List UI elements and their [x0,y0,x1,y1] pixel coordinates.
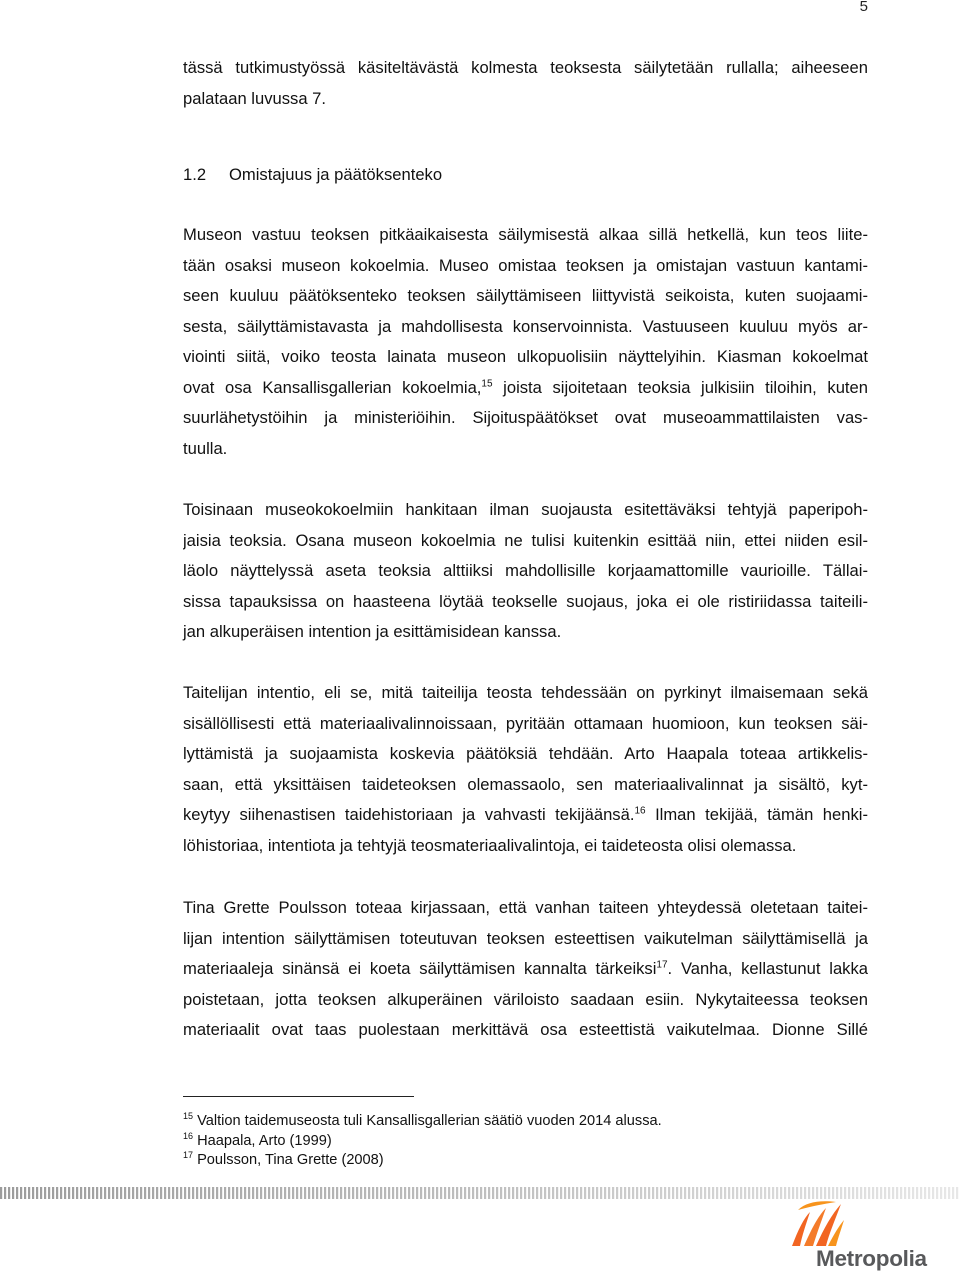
paragraph-ownership [183,220,868,464]
text-line: tässä tutkimustyössä käsiteltävästä kolmesta teoksesta säilytetään rullalla; aiheeseen [183,58,868,77]
text-line: Toisinaan museokokoelmiin hankitaan ilman suojausta esitettäväksi tehtyjä paperipoh- [183,500,868,519]
text-line: tuulla. [183,438,228,458]
footnote-reference: 15 [481,377,493,389]
footnotes [183,1112,868,1171]
intro-paragraph [183,53,868,114]
text-line: löhistoriaa, intentiota ja tehtyjä teosmateriaalivalintoja, ei taideteosta olisi olemassa. [183,835,797,855]
text-line: jaisia teoksia. Osana museon kokoelmia ne tulisi kuitenkin esittää niin, ettei niiden esil- [183,530,868,550]
metropolia-logo-mark-icon [784,1200,924,1250]
section-title: Omistajuus ja päätöksenteko [229,165,443,184]
footnote: $^{16}$ Haapala, Arto (1999) [183,1130,332,1149]
text-line: Taitelijan intentio, eli se, mitä taiteilija teosta tehdessään on pyrkinyt ilmaisemaan sekä [183,683,868,702]
text-line: Museon vastuu teoksen pitkäaikaisesta säilymisestä alkaa sillä hetkellä, kun teos liite- [183,225,868,244]
text-line: poistetaan, jotta teoksen alkuperäinen väriloisto saadaan esiin. Nykytaiteessa teoksen [183,989,868,1009]
paragraph-poulsson [183,893,868,1046]
paragraph-unprotected-works [183,495,868,648]
text-line-with-reference: keytyy siihenastisen taidehistoriaan ja vahvasti tekijäänsä.$^{16}$ Ilman tekijää, tämän henki- [183,805,868,824]
metropolia-logo [784,1200,927,1276]
decorative-footer-band [0,1187,960,1199]
section-heading [183,160,868,191]
text-line: Tina Grette Poulsson toteaa kirjassaan, että vanhan taiteen yhteydessä oletetaan taitei- [183,898,868,917]
footnote-reference: 16 [634,805,646,817]
text-line: tään osaksi museon kokoelmia. Museo omistaa teoksen ja omistajan vastuun kantami- [183,255,868,275]
paragraph-artist-intention [183,678,868,861]
text-line: sissa tapauksissa on haasteena löytää teokselle suojaus, joka ei ole ristiriidassa taiteili- [183,591,868,611]
text-line: sesta, säilyttämistavasta ja mahdollisesta konservoinnista. Vastuuseen kuuluu myös ar- [183,316,868,336]
text-line: seen kuuluu päätöksenteko teoksen säilyttämiseen liittyvistä seikoista, kuten suojaami- [183,286,868,305]
text-line: saan, että yksittäisen taideteoksen olemassaolo, sen materiaalivalinnat ja sisältö, kyt- [183,774,868,794]
text-line: suurlähetystöihin ja ministeriöihin. Sijoituspäätökset ovat museoammattilaisten vas- [183,408,868,427]
metropolia-logo-text: Metropolia [816,1246,927,1271]
text-line: jan alkuperäisen intention ja esittämisidean kanssa. [183,622,562,641]
text-line: lyttämistä ja suojaamista koskevia päätöksiä tehdään. Arto Haapala toteaa artikkelis- [183,744,868,763]
text-line: läolo näyttelyssä aseta teoksia alttiiksi mahdollisille korjaamattomille vaurioille. Tällai- [183,561,868,580]
footnote-divider [183,1096,414,1097]
section-number: 1.2 [183,165,207,184]
footnote: $^{15}$ Valtion taidemuseosta tuli Kansallisgallerian säätiö vuoden 2014 alussa. [183,1111,662,1129]
text-line: viointi siitä, voiko teosta lainata museon ulkopuolisiin näyttelyihin. Kiasman kokoelmat [183,347,868,366]
text-line-with-reference: ovat osa Kansallisgallerian kokoelmia,$^{15}$ joista sijoitetaan teoksia julkisiin tiloihin, kuten [183,377,868,397]
text-line: sisällöllisesti että materiaalivalinnoissaan, pyritään ottamaan huomioon, kun teoksen säi- [183,713,868,733]
text-line: materiaalit ovat taas puolestaan merkittävä osa esteettistä vaikutelmaa. Dionne Sillé [183,1020,868,1039]
page-number: 5 [859,0,868,15]
text-line: palataan luvussa 7. [183,88,326,108]
text-line: lijan intention säilyttämisen toteutuvan teoksen esteettisen vaikutelman säilyttämisellä ja [183,928,868,948]
footnote: $^{17}$ Poulsson, Tina Grette (2008) [183,1150,384,1168]
text-line-with-reference: materiaaleja sinänsä ei koeta säilyttämisen kannalta tärkeiksi$^{17}$. Vanha, kellastunut lakka [183,959,868,978]
footnote-reference: 17 [656,959,668,971]
